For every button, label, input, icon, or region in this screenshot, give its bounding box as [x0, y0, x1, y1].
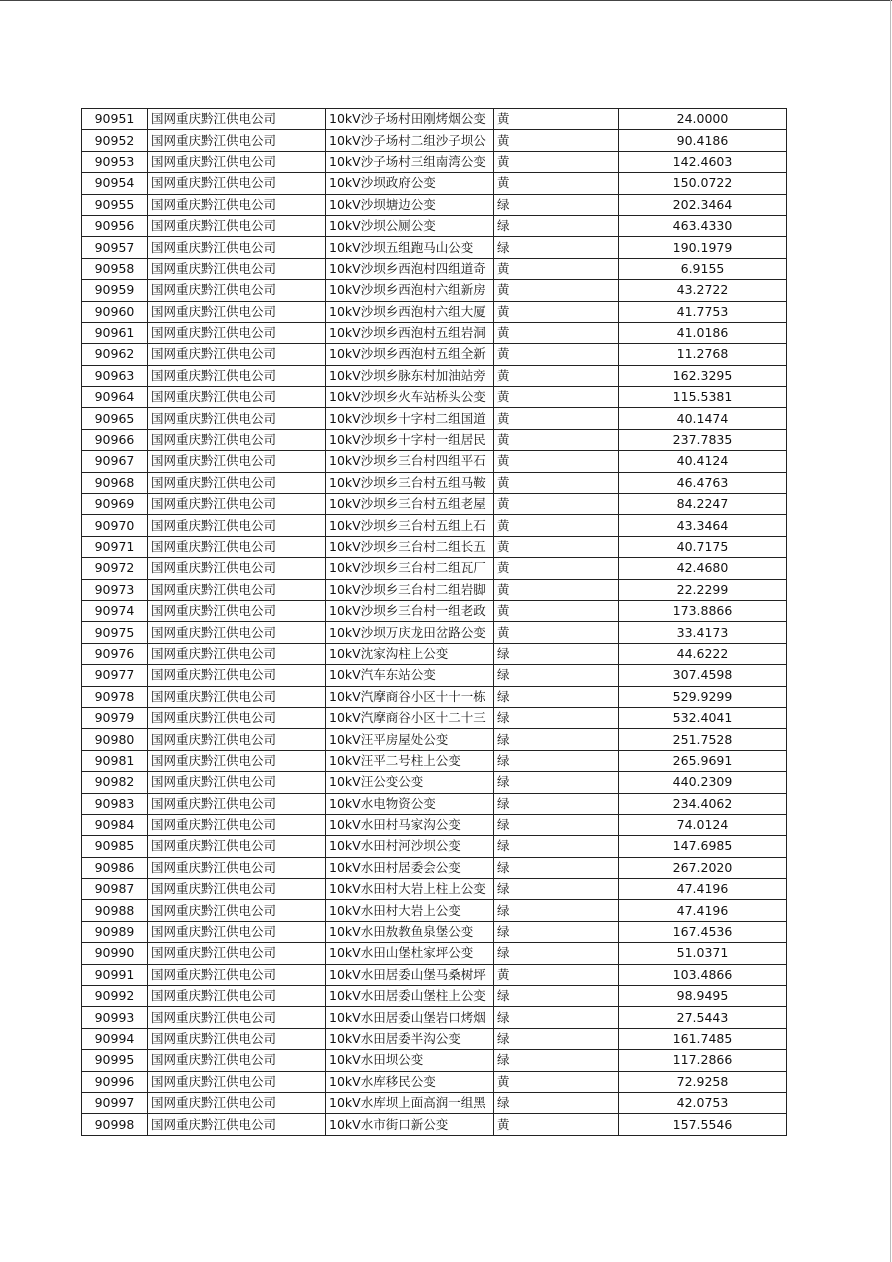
- cell-status: 绿: [494, 686, 619, 707]
- cell-company: 国网重庆黔江供电公司: [148, 215, 326, 236]
- cell-company: 国网重庆黔江供电公司: [148, 772, 326, 793]
- cell-status: 黄: [494, 429, 619, 450]
- cell-company: 国网重庆黔江供电公司: [148, 429, 326, 450]
- cell-company: 国网重庆黔江供电公司: [148, 322, 326, 343]
- cell-status: 绿: [494, 900, 619, 921]
- cell-transformer-name: 10kV汪平二号柱上公变: [326, 750, 494, 771]
- cell-transformer-name: 10kV水田居委半沟公变: [326, 1028, 494, 1049]
- cell-value: 529.9299: [619, 686, 787, 707]
- cell-transformer-name: 10kV水库移民公变: [326, 1071, 494, 1092]
- cell-transformer-name: 10kV水田居委山堡柱上公变: [326, 986, 494, 1007]
- table-row: [82, 857, 787, 878]
- table-row: [82, 558, 787, 579]
- cell-company: 国网重庆黔江供电公司: [148, 472, 326, 493]
- table-row: [82, 750, 787, 771]
- table-row: [82, 1007, 787, 1028]
- cell-company: 国网重庆黔江供电公司: [148, 579, 326, 600]
- cell-company: 国网重庆黔江供电公司: [148, 258, 326, 279]
- table-row: [82, 472, 787, 493]
- cell-row-id: 90971: [82, 536, 148, 557]
- cell-value: 6.9155: [619, 258, 787, 279]
- cell-status: 黄: [494, 558, 619, 579]
- cell-status: 黄: [494, 258, 619, 279]
- cell-company: 国网重庆黔江供电公司: [148, 921, 326, 942]
- cell-transformer-name: 10kV沙坝乡西泡村五组岩洞: [326, 322, 494, 343]
- cell-status: 黄: [494, 964, 619, 985]
- cell-value: 202.3464: [619, 194, 787, 215]
- cell-value: 98.9495: [619, 986, 787, 1007]
- table-row: [82, 879, 787, 900]
- cell-company: 国网重庆黔江供电公司: [148, 900, 326, 921]
- table-row: [82, 643, 787, 664]
- table-row: [82, 451, 787, 472]
- cell-row-id: 90979: [82, 707, 148, 728]
- cell-value: 237.7835: [619, 429, 787, 450]
- cell-transformer-name: 10kV沙坝乡火车站桥头公变: [326, 387, 494, 408]
- cell-transformer-name: 10kV水电物资公变: [326, 793, 494, 814]
- cell-status: 黄: [494, 151, 619, 172]
- cell-row-id: 90958: [82, 258, 148, 279]
- table-row: [82, 194, 787, 215]
- cell-row-id: 90997: [82, 1092, 148, 1113]
- cell-company: 国网重庆黔江供电公司: [148, 857, 326, 878]
- cell-status: 绿: [494, 857, 619, 878]
- cell-value: 43.3464: [619, 515, 787, 536]
- cell-company: 国网重庆黔江供电公司: [148, 964, 326, 985]
- cell-value: 251.7528: [619, 729, 787, 750]
- cell-value: 40.1474: [619, 408, 787, 429]
- cell-status: 黄: [494, 365, 619, 386]
- cell-company: 国网重庆黔江供电公司: [148, 1050, 326, 1071]
- cell-transformer-name: 10kV沙坝乡三台村二组长五: [326, 536, 494, 557]
- cell-status: 黄: [494, 130, 619, 151]
- cell-value: 162.3295: [619, 365, 787, 386]
- cell-transformer-name: 10kV沙坝乡十字村一组居民: [326, 429, 494, 450]
- cell-row-id: 90998: [82, 1114, 148, 1135]
- cell-transformer-name: 10kV汽车东站公变: [326, 665, 494, 686]
- cell-row-id: 90988: [82, 900, 148, 921]
- cell-value: 161.7485: [619, 1028, 787, 1049]
- cell-status: 绿: [494, 707, 619, 728]
- cell-status: 绿: [494, 750, 619, 771]
- cell-company: 国网重庆黔江供电公司: [148, 109, 326, 130]
- cell-status: 黄: [494, 600, 619, 621]
- table-row: [82, 665, 787, 686]
- cell-status: 黄: [494, 408, 619, 429]
- cell-company: 国网重庆黔江供电公司: [148, 536, 326, 557]
- cell-value: 33.4173: [619, 622, 787, 643]
- cell-row-id: 90991: [82, 964, 148, 985]
- table-row: [82, 151, 787, 172]
- cell-row-id: 90963: [82, 365, 148, 386]
- table-row: [82, 579, 787, 600]
- cell-value: 51.0371: [619, 943, 787, 964]
- cell-company: 国网重庆黔江供电公司: [148, 1028, 326, 1049]
- cell-value: 267.2020: [619, 857, 787, 878]
- cell-transformer-name: 10kV水田村马家沟公变: [326, 814, 494, 835]
- table-row: [82, 686, 787, 707]
- cell-company: 国网重庆黔江供电公司: [148, 879, 326, 900]
- cell-row-id: 90967: [82, 451, 148, 472]
- cell-row-id: 90978: [82, 686, 148, 707]
- cell-transformer-name: 10kV沈家沟柱上公变: [326, 643, 494, 664]
- table-row: [82, 964, 787, 985]
- table-row: [82, 215, 787, 236]
- table-row: [82, 130, 787, 151]
- cell-value: 265.9691: [619, 750, 787, 771]
- cell-row-id: 90955: [82, 194, 148, 215]
- cell-value: 41.7753: [619, 301, 787, 322]
- cell-value: 157.5546: [619, 1114, 787, 1135]
- table-row: [82, 729, 787, 750]
- cell-row-id: 90953: [82, 151, 148, 172]
- cell-status: 绿: [494, 943, 619, 964]
- cell-transformer-name: 10kV汽摩商谷小区十二十三: [326, 707, 494, 728]
- table-row: [82, 109, 787, 130]
- cell-status: 黄: [494, 1071, 619, 1092]
- cell-status: 绿: [494, 836, 619, 857]
- cell-transformer-name: 10kV沙坝政府公变: [326, 173, 494, 194]
- page-top-border: [0, 0, 892, 1]
- cell-status: 绿: [494, 986, 619, 1007]
- cell-row-id: 90966: [82, 429, 148, 450]
- cell-transformer-name: 10kV沙坝万庆龙田岔路公变: [326, 622, 494, 643]
- cell-row-id: 90970: [82, 515, 148, 536]
- cell-transformer-name: 10kV沙子场村三组南湾公变: [326, 151, 494, 172]
- cell-value: 40.7175: [619, 536, 787, 557]
- cell-company: 国网重庆黔江供电公司: [148, 729, 326, 750]
- cell-company: 国网重庆黔江供电公司: [148, 986, 326, 1007]
- table-row: [82, 280, 787, 301]
- cell-value: 150.0722: [619, 173, 787, 194]
- cell-row-id: 90975: [82, 622, 148, 643]
- cell-company: 国网重庆黔江供电公司: [148, 665, 326, 686]
- cell-row-id: 90956: [82, 215, 148, 236]
- cell-company: 国网重庆黔江供电公司: [148, 173, 326, 194]
- cell-company: 国网重庆黔江供电公司: [148, 1007, 326, 1028]
- cell-transformer-name: 10kV沙坝乡西泡村四组道奇: [326, 258, 494, 279]
- cell-value: 42.0753: [619, 1092, 787, 1113]
- table-row: [82, 237, 787, 258]
- cell-status: 黄: [494, 536, 619, 557]
- cell-company: 国网重庆黔江供电公司: [148, 237, 326, 258]
- cell-transformer-name: 10kV沙坝塘边公变: [326, 194, 494, 215]
- cell-transformer-name: 10kV沙坝五组跑马山公变: [326, 237, 494, 258]
- cell-status: 黄: [494, 494, 619, 515]
- cell-company: 国网重庆黔江供电公司: [148, 194, 326, 215]
- cell-transformer-name: 10kV沙坝乡三台村五组上石: [326, 515, 494, 536]
- cell-status: 绿: [494, 772, 619, 793]
- cell-transformer-name: 10kV汪平房屋处公变: [326, 729, 494, 750]
- cell-status: 绿: [494, 879, 619, 900]
- cell-value: 234.4062: [619, 793, 787, 814]
- cell-value: 117.2866: [619, 1050, 787, 1071]
- cell-company: 国网重庆黔江供电公司: [148, 387, 326, 408]
- cell-value: 43.2722: [619, 280, 787, 301]
- cell-row-id: 90959: [82, 280, 148, 301]
- cell-value: 103.4866: [619, 964, 787, 985]
- table-row: [82, 387, 787, 408]
- cell-transformer-name: 10kV沙坝乡三台村二组瓦厂: [326, 558, 494, 579]
- cell-company: 国网重庆黔江供电公司: [148, 1071, 326, 1092]
- cell-row-id: 90962: [82, 344, 148, 365]
- cell-row-id: 90986: [82, 857, 148, 878]
- cell-company: 国网重庆黔江供电公司: [148, 814, 326, 835]
- cell-company: 国网重庆黔江供电公司: [148, 643, 326, 664]
- cell-status: 黄: [494, 472, 619, 493]
- cell-value: 72.9258: [619, 1071, 787, 1092]
- cell-row-id: 90957: [82, 237, 148, 258]
- cell-status: 黄: [494, 173, 619, 194]
- cell-status: 绿: [494, 729, 619, 750]
- cell-transformer-name: 10kV沙子场村二组沙子坝公: [326, 130, 494, 151]
- cell-row-id: 90985: [82, 836, 148, 857]
- cell-value: 190.1979: [619, 237, 787, 258]
- cell-row-id: 90995: [82, 1050, 148, 1071]
- cell-transformer-name: 10kV水田居委山堡马桑树坪: [326, 964, 494, 985]
- cell-row-id: 90974: [82, 600, 148, 621]
- cell-transformer-name: 10kV汪公变公变: [326, 772, 494, 793]
- cell-row-id: 90993: [82, 1007, 148, 1028]
- cell-value: 307.4598: [619, 665, 787, 686]
- cell-row-id: 90977: [82, 665, 148, 686]
- cell-value: 84.2247: [619, 494, 787, 515]
- cell-status: 绿: [494, 1028, 619, 1049]
- cell-value: 74.0124: [619, 814, 787, 835]
- cell-row-id: 90964: [82, 387, 148, 408]
- cell-row-id: 90990: [82, 943, 148, 964]
- cell-status: 黄: [494, 515, 619, 536]
- cell-row-id: 90968: [82, 472, 148, 493]
- cell-value: 532.4041: [619, 707, 787, 728]
- table-row: [82, 793, 787, 814]
- cell-company: 国网重庆黔江供电公司: [148, 793, 326, 814]
- cell-status: 黄: [494, 622, 619, 643]
- cell-row-id: 90969: [82, 494, 148, 515]
- cell-row-id: 90952: [82, 130, 148, 151]
- table-body: [82, 109, 787, 1136]
- cell-company: 国网重庆黔江供电公司: [148, 1114, 326, 1135]
- table-row: [82, 301, 787, 322]
- cell-transformer-name: 10kV水田山堡杜家坪公变: [326, 943, 494, 964]
- cell-row-id: 90994: [82, 1028, 148, 1049]
- cell-transformer-name: 10kV沙坝乡三台村四组平石: [326, 451, 494, 472]
- cell-value: 47.4196: [619, 900, 787, 921]
- table-row: [82, 365, 787, 386]
- table-row: [82, 1092, 787, 1113]
- cell-status: 黄: [494, 301, 619, 322]
- cell-company: 国网重庆黔江供电公司: [148, 344, 326, 365]
- cell-company: 国网重庆黔江供电公司: [148, 622, 326, 643]
- cell-transformer-name: 10kV沙坝乡十字村二组国道: [326, 408, 494, 429]
- cell-status: 黄: [494, 579, 619, 600]
- cell-value: 44.6222: [619, 643, 787, 664]
- cell-company: 国网重庆黔江供电公司: [148, 494, 326, 515]
- cell-company: 国网重庆黔江供电公司: [148, 836, 326, 857]
- cell-transformer-name: 10kV沙坝乡三台村五组马鞍: [326, 472, 494, 493]
- cell-row-id: 90960: [82, 301, 148, 322]
- cell-status: 绿: [494, 215, 619, 236]
- table-row: [82, 943, 787, 964]
- table-row: [82, 814, 787, 835]
- cell-status: 绿: [494, 1007, 619, 1028]
- table-row: [82, 1028, 787, 1049]
- cell-status: 绿: [494, 194, 619, 215]
- cell-status: 绿: [494, 793, 619, 814]
- table-row: [82, 772, 787, 793]
- cell-value: 11.2768: [619, 344, 787, 365]
- cell-company: 国网重庆黔江供电公司: [148, 943, 326, 964]
- cell-row-id: 90972: [82, 558, 148, 579]
- cell-row-id: 90976: [82, 643, 148, 664]
- table-row: [82, 707, 787, 728]
- cell-value: 440.2309: [619, 772, 787, 793]
- cell-row-id: 90954: [82, 173, 148, 194]
- table-row: [82, 258, 787, 279]
- cell-status: 绿: [494, 921, 619, 942]
- table-row: [82, 344, 787, 365]
- cell-company: 国网重庆黔江供电公司: [148, 600, 326, 621]
- cell-row-id: 90992: [82, 986, 148, 1007]
- cell-company: 国网重庆黔江供电公司: [148, 558, 326, 579]
- cell-transformer-name: 10kV沙坝乡三台村五组老屋: [326, 494, 494, 515]
- table-row: [82, 1114, 787, 1135]
- cell-company: 国网重庆黔江供电公司: [148, 1092, 326, 1113]
- cell-value: 463.4330: [619, 215, 787, 236]
- cell-company: 国网重庆黔江供电公司: [148, 451, 326, 472]
- cell-transformer-name: 10kV沙子场村田刚烤烟公变: [326, 109, 494, 130]
- cell-value: 147.6985: [619, 836, 787, 857]
- cell-company: 国网重庆黔江供电公司: [148, 301, 326, 322]
- cell-status: 黄: [494, 451, 619, 472]
- cell-transformer-name: 10kV水库坝上面高润一组黑: [326, 1092, 494, 1113]
- cell-status: 绿: [494, 1092, 619, 1113]
- cell-transformer-name: 10kV水田村大岩上柱上公变: [326, 879, 494, 900]
- cell-status: 绿: [494, 1050, 619, 1071]
- cell-status: 绿: [494, 237, 619, 258]
- cell-transformer-name: 10kV沙坝公厕公变: [326, 215, 494, 236]
- cell-row-id: 90951: [82, 109, 148, 130]
- cell-row-id: 90996: [82, 1071, 148, 1092]
- cell-row-id: 90983: [82, 793, 148, 814]
- table-row: [82, 600, 787, 621]
- cell-status: 黄: [494, 344, 619, 365]
- cell-value: 42.4680: [619, 558, 787, 579]
- table-row: [82, 622, 787, 643]
- cell-transformer-name: 10kV水田敖教鱼泉堡公变: [326, 921, 494, 942]
- cell-transformer-name: 10kV沙坝乡脉东村加油站旁: [326, 365, 494, 386]
- cell-value: 22.2299: [619, 579, 787, 600]
- cell-transformer-name: 10kV水田村居委会公变: [326, 857, 494, 878]
- cell-company: 国网重庆黔江供电公司: [148, 130, 326, 151]
- cell-value: 47.4196: [619, 879, 787, 900]
- table-row: [82, 494, 787, 515]
- cell-status: 绿: [494, 643, 619, 664]
- cell-value: 27.5443: [619, 1007, 787, 1028]
- cell-row-id: 90973: [82, 579, 148, 600]
- table-row: [82, 1050, 787, 1071]
- cell-value: 142.4603: [619, 151, 787, 172]
- cell-transformer-name: 10kV沙坝乡西泡村六组新房: [326, 280, 494, 301]
- table-row: [82, 921, 787, 942]
- cell-transformer-name: 10kV沙坝乡西泡村六组大厦: [326, 301, 494, 322]
- cell-row-id: 90987: [82, 879, 148, 900]
- cell-row-id: 90982: [82, 772, 148, 793]
- cell-value: 40.4124: [619, 451, 787, 472]
- cell-company: 国网重庆黔江供电公司: [148, 750, 326, 771]
- cell-transformer-name: 10kV水田居委山堡岩口烤烟: [326, 1007, 494, 1028]
- cell-company: 国网重庆黔江供电公司: [148, 365, 326, 386]
- cell-transformer-name: 10kV沙坝乡三台村一组老政: [326, 600, 494, 621]
- table-row: [82, 536, 787, 557]
- cell-value: 115.5381: [619, 387, 787, 408]
- cell-transformer-name: 10kV沙坝乡西泡村五组全新: [326, 344, 494, 365]
- table-row: [82, 986, 787, 1007]
- data-table: [81, 108, 787, 1136]
- cell-status: 黄: [494, 109, 619, 130]
- cell-transformer-name: 10kV水田村大岩上公变: [326, 900, 494, 921]
- cell-transformer-name: 10kV水田村河沙坝公变: [326, 836, 494, 857]
- cell-status: 黄: [494, 387, 619, 408]
- cell-company: 国网重庆黔江供电公司: [148, 151, 326, 172]
- cell-transformer-name: 10kV水田坝公变: [326, 1050, 494, 1071]
- page-right-border: [890, 0, 891, 1262]
- table-row: [82, 173, 787, 194]
- cell-transformer-name: 10kV沙坝乡三台村二组岩脚: [326, 579, 494, 600]
- table-row: [82, 515, 787, 536]
- cell-value: 167.4536: [619, 921, 787, 942]
- cell-value: 90.4186: [619, 130, 787, 151]
- cell-company: 国网重庆黔江供电公司: [148, 408, 326, 429]
- cell-value: 173.8866: [619, 600, 787, 621]
- cell-transformer-name: 10kV汽摩商谷小区十十一栋: [326, 686, 494, 707]
- cell-row-id: 90981: [82, 750, 148, 771]
- cell-company: 国网重庆黔江供电公司: [148, 707, 326, 728]
- cell-row-id: 90980: [82, 729, 148, 750]
- cell-transformer-name: 10kV水市街口新公变: [326, 1114, 494, 1135]
- table-row: [82, 1071, 787, 1092]
- cell-status: 绿: [494, 814, 619, 835]
- cell-value: 46.4763: [619, 472, 787, 493]
- table-row: [82, 900, 787, 921]
- cell-value: 41.0186: [619, 322, 787, 343]
- table-row: [82, 322, 787, 343]
- cell-row-id: 90984: [82, 814, 148, 835]
- cell-status: 黄: [494, 322, 619, 343]
- cell-row-id: 90965: [82, 408, 148, 429]
- cell-row-id: 90989: [82, 921, 148, 942]
- cell-value: 24.0000: [619, 109, 787, 130]
- cell-status: 黄: [494, 280, 619, 301]
- cell-status: 绿: [494, 665, 619, 686]
- cell-status: 黄: [494, 1114, 619, 1135]
- table-row: [82, 429, 787, 450]
- cell-company: 国网重庆黔江供电公司: [148, 515, 326, 536]
- table-row: [82, 836, 787, 857]
- cell-row-id: 90961: [82, 322, 148, 343]
- table-row: [82, 408, 787, 429]
- cell-company: 国网重庆黔江供电公司: [148, 686, 326, 707]
- cell-company: 国网重庆黔江供电公司: [148, 280, 326, 301]
